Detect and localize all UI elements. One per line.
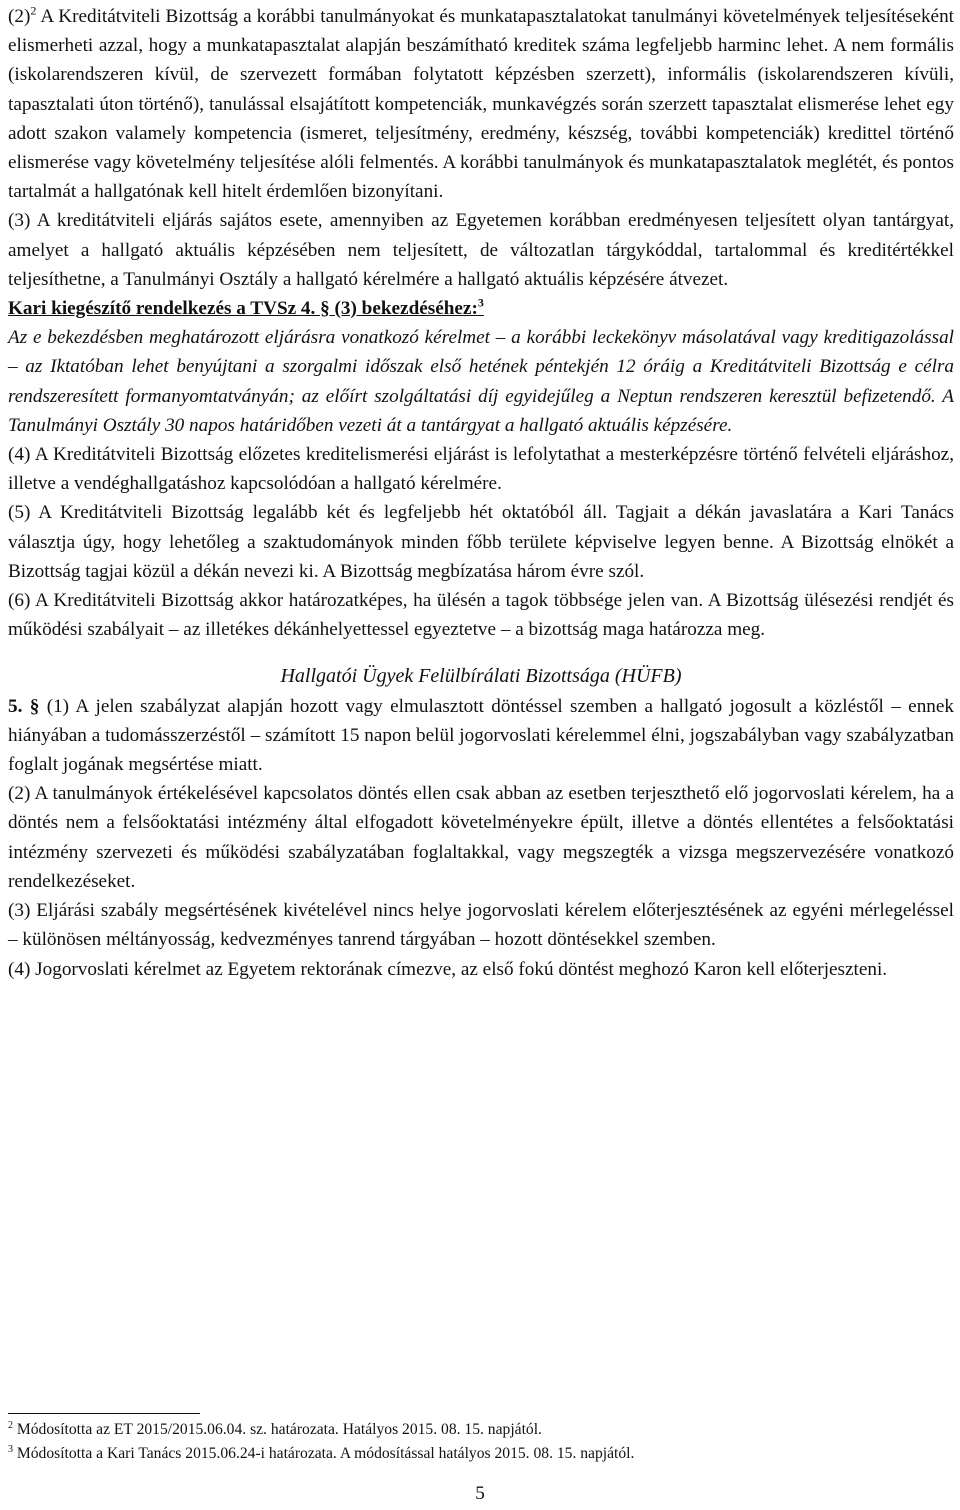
section-title: Hallgatói Ügyek Felülbírálati Bizottsága (HÜFB) [280,665,682,688]
footnote-separator [8,1413,200,1414]
paragraph-3: (3) A kreditátviteli eljárás sajátos esete, amennyiben az Egyetemen korábban eredményesen teljesített olyan tantárgyat, amelyet a hallgató aktuális képzésében nem teljesített, de változatlan tárgykóddal, tartalommal és kreditértékkel teljesíthetne, a Tanulmányi Osztály a hallgató kérelmére a hallgató aktuális képzésére átvezet. [8,210,954,290]
paragraph-5: (5) A Kreditátviteli Bizottság legalább két és legfeljebb hét oktatóból áll. Tagjait a dékán javaslatára a Kari Tanács választja úgy, hogy lehetőleg a szaktudományok minden főbb területe képviselve legyen benne. A Bizottság elnökét a Bizottság tagjai közül a dékán nevezi ki. A Bizottság megbízatása három évre szól. [8,502,954,582]
section-5-paragraph-1: 5. § (1) A jelen szabályzat alapján hozott vagy elmulasztott döntéssel szemben a hallgató jogosult a közléstől – ennek hiányában a tudomásszerzéstől – számított 15 napon belül jogorvoslati kérelemmel élni, jogszabályban vagy szabályzatban foglalt jogának megsértése miatt. [8,695,954,776]
section-number: 5. § [8,695,40,717]
paragraph-4: (4) A Kreditátviteli Bizottság előzetes kreditelismerési eljárást is lefolytathat a mesterképzésre történő felvételi eljáráshoz, illetve a vendéghallgatáshoz kapcsolódóan a hallgató kérelmére. [8,444,954,495]
footnote-ref-2[interactable]: 2 [30,3,37,18]
footnote-2: $^2$ Módosította az ET 2015/2015.06.04. sz. határozata. Hatályos 2015. 08. 15. napjától. [8,1419,542,1438]
document-body [8,2,954,984]
footnote-3: $^3$ Módosította a Kari Tanács 2015.06.24-i határozata. A módosítással hatályos 2015. 08. 15. napjától. [8,1443,635,1462]
paragraph-6: (6) A Kreditátviteli Bizottság akkor határozatképes, ha ülésén a tagok többsége jelen van. A Bizottság ülésezési rendjét és működési szabályait – az illetékes dékánhelyettessel egyeztetve – a bizottság maga határozza meg. [8,590,954,641]
kari-supplement-text: Az e bekezdésben meghatározott eljárásra vonatkozó kérelmet – a korábbi leckekönyv másolatával vagy kreditigazolással – az Iktatóban lehet benyújtani a szorgalmi időszak első hetének péntekjén 12 óráig a Kreditátviteli Bizottság e célra rendszeresített formanyomtatványán; az előírt szolgáltatási díj egyidejűleg a Neptun rendszeren keresztül befizetendő. A Tanulmányi Osztály 30 napos határidőben vezeti át a tantárgyat a hallgató aktuális képzésére. [8,327,954,436]
paragraph-2 [8,2,954,206]
section-5-paragraph-4: (4) Jogorvoslati kérelmet az Egyetem rektorának címezve, az első fokú döntést meghozó Karon kell előterjeszteni. [8,958,888,980]
footnote-ref-3[interactable]: 3 [477,295,484,310]
kari-supplement-heading: Kari kiegészítő rendelkezés a TVSz 4. § (3) bekezdéséhez:$^3$ [8,295,484,320]
page-number: 5 [475,1483,485,1504]
section-5-paragraph-3: (3) Eljárási szabály megsértésének kivételével nincs helye jogorvoslati kérelem előterjesztésének az egyéni mérlegeléssel – különösen méltányosság, kedvezményes tanrend tárgyában – hozott döntésekkel szemben. [8,900,954,951]
paragraph-text: A Kreditátviteli Bizottság a korábbi tanulmányokat és munkatapasztalatokat tanulmányi követelmények teljesítéseként elismerheti azzal, hogy a munkatapasztalat alapján beszámítható kreditek száma legfeljebb harminc lehet. A nem formális (iskolarendszeren kívül, de szervezett formában folytatott képzésben szerzett), informális (iskolarendszeren kívüli, tapasztalati úton történő), tanulással elsajátított kompetenciák, munkavégzés során szerzett tapasztalat elismerése lehet egy adott szakon valamely kompetencia (ismeret, teljesítmény, eredmény, készség, további kompetenciák) kredittel történő elismerése vagy követelmény teljesítése alóli felmentés. A korábbi tanulmányok és munkatapasztalatok meglétét, és pontos tartalmát a hallgatónak kell hitelt érdemlően bizonyítani. [8,6,954,203]
paragraph-number: (2) [8,6,31,27]
section-5-paragraph-2: (2) A tanulmányok értékelésével kapcsolatos döntés ellen csak abban az esetben terjeszthető elő jogorvoslati kérelem, ha a döntés nem a felsőoktatási intézmény által elfogadott követelményekre épült, illetve a döntés ellentétes a felsőoktatási intézmény szervezeti és működési szabályzatában foglaltakkal, vagy megszegték a vizsga megszervezésére vonatkozó rendelkezéseket. [8,783,954,892]
footnotes [8,1418,954,1466]
